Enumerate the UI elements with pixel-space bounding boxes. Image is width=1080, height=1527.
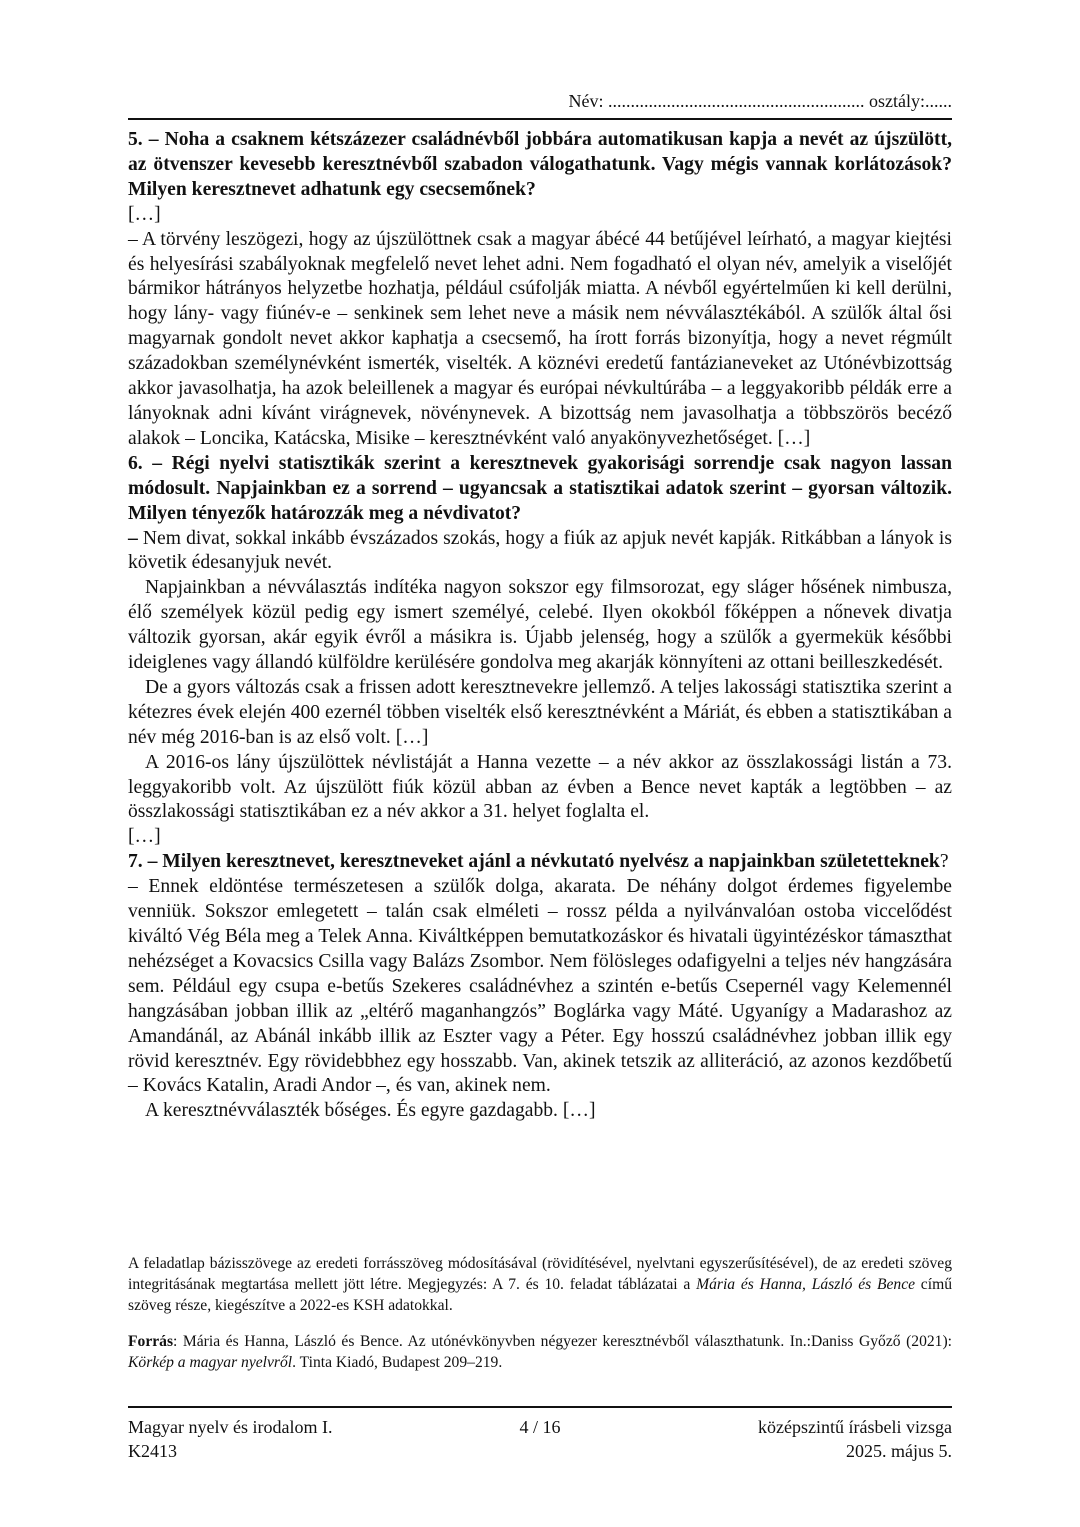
- answer-6-p1: – Nem divat, sokkal inkább évszázados szokás, hogy a fiúk az apjuk nevét kapják. Ritkábban a lányok is követik édesanyjuk nevét.: [128, 527, 952, 574]
- ellipsis: […]: [128, 203, 161, 225]
- adaptation-note: A feladatlap bázisszövege az eredeti forrásszöveg módosításával (rövidítésével, nyelvtani egyszerűsítésével), de az eredeti szöveg integritásának megtartása mellett jött létre. Megjegyzés: A 7. és 10. feladat táblázatai a Mária és Hanna, László és Bence című szöveg része, kiegészítve a 2022-es KSH adatokkal.: [128, 1255, 952, 1315]
- answer-7-p1: – Ennek eldöntése természetesen a szülők dolga, akarata. De néhány dolgot érdemes figyelembe venniük. Sokszor emlegetett – talán csak elméleti – rossz példa a nyilvánvalóan ostoba viccelődést kiváltó Vég Béla meg a Telek Anna. Kiváltképpen bemutatkozáskor és hivatali ügyintézéskor támaszthat nehézséget a Kovacsics Csilla vagy Balázs Zsombor. Nem fölösleges odafigyelni a teljes név hangzására sem. Például egy csupa e-betűs Szekeres családnévhez a szintén e-betűs Csepernél vagy Kelemennél hangzásában jobban illik az „eltérő maganhangzós” Boglárka vagy Máté. Ugyanígy a Madarashoz az Amandánál, az Abánál inkább illik az Eszter vagy a Péter. Egy hosszú családnévhez jobban illik egy rövid keresztnév. Egy rövidebbhez egy hosszabb. Van, akinek tetszik az alliteráció, az azonos kezdőbetű – Kovács Katalin, Aradi Andor –, és van, akinek nem.: [128, 876, 952, 1097]
- footer-rule: [128, 1406, 952, 1408]
- answer-7-p2: A keresztnévválaszték bőséges. És egyre gazdagabb. […]: [145, 1100, 596, 1122]
- question-5: 5. – Noha a csaknem kétszázezer családnévből jobbára automatikusan kapja a nevét az újszülött, az ötvenszer kevesebb keresztnévből szabadon válogathatunk. Vagy mégis vannak korlátozások? Milyen keresztnevet adhatunk egy csecsemőnek?: [128, 129, 952, 200]
- header-rule: [128, 118, 952, 120]
- exam-level: középszintű írásbeli vizsga: [758, 1417, 952, 1437]
- main-text: [128, 128, 952, 1124]
- answer-6-p2: Napjainkban a névválasztás indítéka nagyon sokszor egy filmsorozat, egy sláger hősének nimbusza, élő személyek közül pedig egy ismert személyé, celebé. Ilyen okokból főképpen a nőnevek divatja változik gyorsan, akár egyik évről a másikra is. Újabb jelenség, hogy a szülők a gyermekük későbbi ideiglenes vagy állandó külföldre kerülésére gondolva meg akarják könnyíteni az ottani beilleszkedését.: [128, 577, 952, 674]
- subject: Magyar nyelv és irodalom I.: [128, 1417, 333, 1437]
- exam-date: 2025. május 5.: [846, 1441, 952, 1461]
- answer-6-p3: De a gyors változás csak a frissen adott keresztnevekre jellemző. A teljes lakossági statisztika szerint a kétezres évek elején 400 ezernél többen viselték első keresztnévként a Máriát, és ebben a statisztikában a név még 2016-ban is az első volt. […]: [128, 676, 952, 748]
- notes: [128, 1253, 952, 1373]
- source-note: Forrás: Mária és Hanna, László és Bence. Az utónévkönyvben négyezer keresztnévből választhatunk. In.:Daniss Győző (2021): Körkép a magyar nyelvről. Tinta Kiadó, Budapest 209–219.: [128, 1332, 952, 1371]
- footer: [128, 1415, 952, 1467]
- footer-right: [758, 1415, 952, 1463]
- exam-code: K2413: [128, 1441, 177, 1461]
- answer-6-p4: A 2016-os lány újszülöttek névlistáját a Hanna vezette – a név akkor az összlakossági listán a 73. leggyakoribb volt. Az újszülött fiúk közül abban az évben a Bence nevet kapták a legtöbben – az összlakossági statisztikában ez a név akkor a 31. helyet foglalta el.: [128, 751, 952, 823]
- page-number: 4 / 16: [519, 1417, 561, 1437]
- ellipsis: […]: [128, 826, 161, 848]
- footer-left: [128, 1415, 332, 1463]
- name-class-line: Név: ......................................................... osztály:......: [568, 91, 952, 111]
- answer-dash: –: [128, 527, 138, 549]
- question-7: 7. – Milyen keresztnevet, keresztneveket ajánl a névkutató nyelvész a napjainkban születetteknek?: [128, 851, 949, 873]
- answer-5: – A törvény leszögezi, hogy az újszülöttnek csak a magyar ábécé 44 betűjével leírható, a magyar kiejtési és helyesírási szabályoknak megfelelő nevet lehet adni. Nem fogadható el olyan név, amelyik a viselőjét bármikor hátrányos helyzetbe hozhatja, például csúfolják miatta. A névből egyértelműen ki kell derülni, hogy lány- vagy fiúnév-e – senkinek sem lehet neve a másik nem névválasztékából. A szülők által ősi magyarnak gondolt nevet akkor kaphatja a csecsemő, ha írott forrás bizonyítja, hogy a nevet régmúlt századokban személynévként ismerték, viselték. A köznévi eredetű fantázianeveket az Utónévbizottság akkor javasolhatja, ha azok beleillenek a magyar és európai névkultúrába – a leggyakoribb példák erre a lányoknak adni kívánt virágnevek, növénynevek. A bizottság nem javasolhatja a többszörös becéző alakok – Loncika, Katácska, Misike – keresztnévként való anyakönyvezhetőséget. […]: [128, 228, 952, 449]
- question-6: 6. – Régi nyelvi statisztikák szerint a keresztnevek gyakorisági sorrendje csak nagyon lassan módosult. Napjainkban ez a sorrend – ugyancsak a statisztikai adatok szerint – gyorsan változik. Milyen tényezők határozzák meg a névdivatot?: [128, 452, 952, 524]
